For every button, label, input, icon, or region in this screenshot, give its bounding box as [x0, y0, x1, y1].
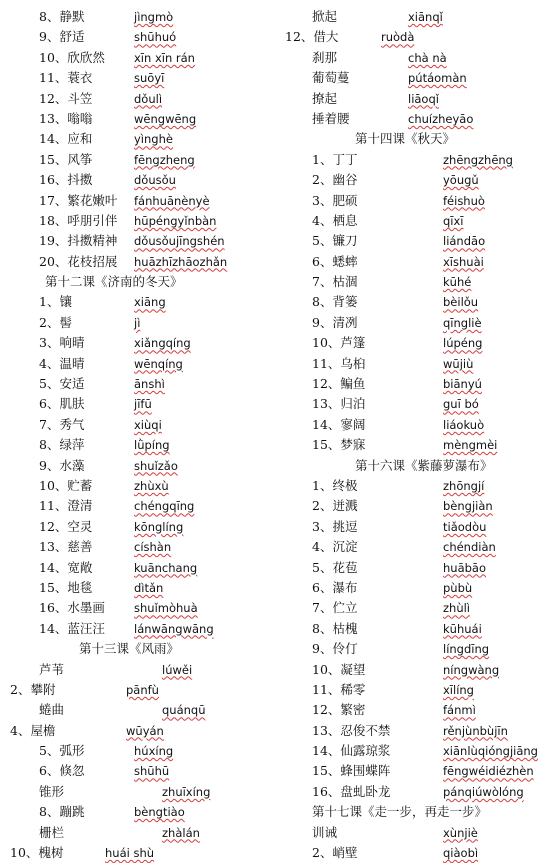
vocab-row	[285, 333, 538, 353]
vocab-row	[285, 354, 538, 374]
word-pinyin: jì	[134, 315, 141, 330]
lesson-heading	[285, 129, 538, 149]
word-pinyin: ānshì	[134, 377, 165, 392]
vocab-row	[0, 782, 290, 802]
word-pinyin: zhàlán	[162, 825, 200, 840]
word-pinyin: hūpéngyǐnbàn	[134, 213, 217, 228]
vocab-row	[0, 456, 290, 476]
word-hanzi: 17、繁花嫩叶	[39, 192, 118, 208]
vocab-row	[0, 68, 290, 88]
word-pinyin: fēngwéidiézhèn	[443, 764, 534, 779]
vocab-row	[0, 129, 290, 149]
vocab-row	[285, 496, 538, 516]
word-pinyin: wēnqíng	[134, 356, 183, 371]
word-pinyin: xiǎngqíng	[134, 336, 191, 351]
vocab-row	[285, 415, 538, 435]
vocab-row	[285, 721, 538, 741]
vocab-row	[285, 741, 538, 761]
vocab-row	[285, 211, 538, 231]
word-hanzi: 葡萄蔓	[312, 70, 350, 86]
word-pinyin: jìngmò	[134, 10, 174, 24]
vocab-row	[0, 517, 290, 537]
word-hanzi: 1、终极	[312, 477, 358, 493]
word-pinyin: féishuò	[443, 193, 485, 208]
word-hanzi: 8、枯槐	[312, 620, 358, 636]
word-pinyin: suōyī	[134, 71, 165, 86]
vocab-row	[285, 476, 538, 496]
word-pinyin: xiānqǐ	[408, 10, 443, 24]
word-hanzi: 9、伶仃	[312, 641, 358, 657]
word-pinyin: guī bó	[443, 397, 479, 412]
word-pinyin: qiàobì	[443, 846, 479, 861]
lesson-title: 第十二课《济南的冬天》	[45, 274, 183, 290]
lesson-heading	[0, 639, 290, 659]
word-pinyin: kōnglíng	[134, 519, 184, 534]
word-hanzi: 11、乌桕	[312, 355, 366, 371]
vocab-row	[0, 211, 290, 231]
word-pinyin: kūhé	[443, 275, 472, 290]
word-pinyin: shuǐmòhuà	[134, 601, 198, 616]
word-pinyin: xīshuài	[443, 254, 484, 269]
word-hanzi: 8、绿萍	[39, 437, 85, 453]
word-hanzi: 6、倏忽	[39, 763, 85, 779]
word-hanzi: 3、挑逗	[312, 518, 358, 534]
word-pinyin: yōugǔ	[443, 173, 479, 188]
vocab-row	[0, 48, 290, 68]
vocab-row	[0, 476, 290, 496]
word-pinyin: lúpéng	[443, 336, 483, 351]
vocab-row	[285, 313, 538, 333]
vocab-column-right	[285, 7, 538, 863]
word-hanzi: 11、澄清	[39, 498, 93, 514]
vocab-row	[0, 578, 290, 598]
lesson-title: 第十三课《风雨》	[79, 641, 180, 657]
word-pinyin: bèngjiàn	[443, 499, 493, 514]
word-pinyin: mèngmèi	[443, 438, 498, 453]
vocab-row	[285, 843, 538, 863]
word-pinyin: wūyán	[126, 723, 164, 738]
vocab-row	[0, 761, 290, 781]
vocab-row	[0, 537, 290, 557]
vocab-row	[285, 435, 538, 455]
word-hanzi: 6、瀑布	[312, 579, 358, 595]
word-pinyin: xīlíng	[443, 682, 474, 697]
word-hanzi: 2、迸溅	[312, 498, 358, 514]
word-hanzi: 4、温晴	[39, 355, 85, 371]
word-pinyin: dǒusǒu	[134, 173, 176, 188]
word-hanzi: 11、蓑衣	[39, 70, 93, 86]
word-pinyin: huái shù	[105, 846, 155, 861]
vocab-row	[285, 292, 538, 312]
vocab-row	[285, 68, 538, 88]
word-hanzi: 18、呼朋引伴	[39, 212, 118, 228]
word-pinyin: kuānchang	[134, 560, 198, 575]
word-pinyin: chà nà	[408, 50, 447, 65]
word-pinyin: lǜpíng	[134, 438, 170, 453]
word-pinyin: zhùlì	[443, 601, 471, 616]
word-hanzi: 4、屋檐	[10, 722, 56, 738]
vocab-row	[285, 150, 538, 170]
word-hanzi: 5、镰刀	[312, 233, 358, 249]
word-pinyin: huāzhīzhāozhǎn	[134, 254, 228, 269]
word-hanzi: 11、稀零	[312, 681, 366, 697]
word-hanzi: 20、花枝招展	[39, 253, 118, 269]
vocab-row	[0, 680, 290, 700]
vocab-row	[0, 700, 290, 720]
word-hanzi: 13、慈善	[39, 539, 93, 555]
word-hanzi: 7、秀气	[39, 416, 85, 432]
vocab-row	[0, 231, 290, 251]
vocab-row	[0, 823, 290, 843]
word-hanzi: 2、髻	[39, 314, 72, 330]
word-hanzi: 16、水墨画	[39, 600, 105, 616]
word-hanzi: 1、丁丁	[312, 151, 358, 167]
word-hanzi: 13、忍俊不禁	[312, 722, 391, 738]
word-hanzi: 锥形	[39, 783, 65, 799]
word-hanzi: 8、蹦跳	[39, 804, 85, 820]
lesson-title: 第十七课《走一步，再走一步》	[312, 804, 488, 820]
word-hanzi: 6、肌肤	[39, 396, 85, 412]
vocab-row	[285, 170, 538, 190]
vocab-row	[285, 598, 538, 618]
vocab-row	[0, 721, 290, 741]
vocab-row	[285, 782, 538, 802]
word-hanzi: 15、梦寐	[312, 437, 366, 453]
word-hanzi: 14、应和	[39, 131, 93, 147]
word-hanzi: 5、花苞	[312, 559, 358, 575]
vocab-row	[285, 27, 538, 47]
word-pinyin: dìtǎn	[134, 580, 164, 595]
word-pinyin: chéngqīng	[134, 499, 195, 514]
word-pinyin: fánhuānènyè	[134, 193, 210, 208]
word-pinyin: dǒulì	[134, 91, 163, 106]
lesson-title: 第十六课《紫藤萝瀑布》	[355, 457, 493, 473]
word-hanzi: 9、舒适	[39, 29, 85, 45]
word-pinyin: chuízheyāo	[408, 111, 474, 126]
vocab-row	[0, 333, 290, 353]
word-hanzi: 5、安适	[39, 376, 85, 392]
word-hanzi: 2、幽谷	[312, 172, 358, 188]
vocab-row	[0, 802, 290, 822]
vocab-row	[0, 191, 290, 211]
word-hanzi: 5、弧形	[39, 743, 85, 759]
word-pinyin: shuǐzǎo	[134, 458, 178, 473]
word-hanzi: 1、镶	[39, 294, 72, 310]
vocab-row	[0, 313, 290, 333]
word-hanzi: 15、风筝	[39, 151, 93, 167]
vocab-row	[285, 680, 538, 700]
word-pinyin: zhùxù	[134, 478, 169, 493]
vocab-row	[0, 660, 290, 680]
vocab-row	[285, 660, 538, 680]
word-hanzi: 9、水藻	[39, 457, 85, 473]
word-hanzi: 8、静默	[39, 9, 85, 24]
word-hanzi: 12、空灵	[39, 518, 93, 534]
vocab-row	[0, 394, 290, 414]
word-pinyin: shūhuó	[134, 30, 177, 45]
word-pinyin: kūhuái	[443, 621, 482, 636]
vocab-row	[285, 191, 538, 211]
vocab-row	[0, 598, 290, 618]
word-hanzi: 栅栏	[39, 824, 65, 840]
word-hanzi: 15、蜂围蝶阵	[312, 763, 391, 779]
word-hanzi: 4、沉淀	[312, 539, 358, 555]
word-pinyin: biānyú	[443, 377, 482, 392]
word-pinyin: lúwěi	[162, 662, 193, 677]
vocab-row	[0, 89, 290, 109]
vocab-row	[0, 109, 290, 129]
vocab-row	[0, 843, 290, 863]
word-pinyin: língdīng	[443, 642, 490, 657]
vocab-row	[285, 619, 538, 639]
word-hanzi: 掀起	[312, 9, 338, 24]
vocab-column-left	[0, 7, 290, 863]
word-pinyin: císhàn	[134, 540, 172, 555]
word-pinyin: bèilǒu	[443, 295, 479, 310]
word-hanzi: 14、仙露琼浆	[312, 743, 391, 759]
word-pinyin: liāoqǐ	[408, 91, 439, 106]
vocab-row	[285, 252, 538, 272]
word-hanzi: 10、槐树	[10, 845, 64, 861]
vocab-row	[0, 496, 290, 516]
vocab-row	[285, 639, 538, 659]
word-pinyin: fēngzheng	[134, 152, 195, 167]
word-pinyin: xīn xīn rán	[134, 50, 195, 65]
word-pinyin: rěnjùnbùjīn	[443, 723, 508, 738]
vocab-row	[285, 89, 538, 109]
word-pinyin: zhōngjí	[443, 478, 485, 493]
word-pinyin: zhēngzhēng	[443, 152, 513, 167]
vocab-row	[285, 231, 538, 251]
lesson-heading	[285, 802, 538, 822]
word-pinyin: yìnghè	[134, 132, 173, 147]
word-hanzi: 4、栖息	[312, 212, 358, 228]
vocab-row	[285, 558, 538, 578]
vocab-row	[0, 150, 290, 170]
word-pinyin: xiānlùqióngjiāng	[443, 744, 538, 759]
word-hanzi: 15、地毯	[39, 579, 93, 595]
word-hanzi: 蜷曲	[39, 702, 65, 718]
vocab-row	[0, 415, 290, 435]
word-pinyin: dǒusǒujīngshén	[134, 234, 225, 249]
vocab-row	[0, 435, 290, 455]
vocab-row	[285, 823, 538, 843]
word-hanzi: 12、鳊鱼	[312, 376, 366, 392]
vocab-row	[0, 354, 290, 374]
word-hanzi: 10、贮蓄	[39, 477, 93, 493]
vocab-row	[0, 619, 290, 639]
lesson-heading	[285, 456, 538, 476]
word-hanzi: 14、宽敞	[39, 559, 93, 575]
vocab-row	[0, 558, 290, 578]
word-hanzi: 10、凝望	[312, 661, 366, 677]
word-pinyin: tiǎodòu	[443, 519, 487, 534]
word-pinyin: wūjiù	[443, 356, 474, 371]
word-hanzi: 12、借大	[285, 29, 339, 45]
vocab-row	[0, 374, 290, 394]
vocab-row	[285, 109, 538, 129]
word-hanzi: 14、寥阔	[312, 416, 366, 432]
word-pinyin: pānfù	[126, 682, 159, 697]
word-pinyin: húxíng	[134, 744, 174, 759]
vocab-row	[285, 517, 538, 537]
word-pinyin: liáokuò	[443, 417, 485, 432]
word-hanzi: 刹那	[312, 49, 338, 65]
word-pinyin: pánqiúwòlóng	[443, 784, 524, 799]
word-pinyin: xiùqi	[134, 417, 162, 432]
word-pinyin: fánmì	[443, 703, 476, 718]
word-hanzi: 2、攀附	[10, 681, 56, 697]
word-hanzi: 7、枯涸	[312, 274, 358, 290]
lesson-title: 第十四课《秋天》	[355, 131, 456, 147]
word-hanzi: 3、响晴	[39, 335, 85, 351]
word-hanzi: 6、蟋蟀	[312, 253, 358, 269]
word-hanzi: 训诫	[312, 824, 338, 840]
word-pinyin: chéndiàn	[443, 540, 496, 555]
word-pinyin: qīngliè	[443, 315, 482, 330]
word-hanzi: 12、斗笠	[39, 90, 93, 106]
word-pinyin: zhuīxíng	[162, 784, 211, 799]
word-pinyin: ruòdà	[381, 30, 415, 45]
word-hanzi: 19、抖擞精神	[39, 233, 118, 249]
word-hanzi: 芦苇	[39, 661, 65, 677]
word-hanzi: 16、抖擞	[39, 172, 93, 188]
vocab-row	[285, 394, 538, 414]
vocab-row	[285, 7, 538, 27]
vocab-row	[0, 252, 290, 272]
vocab-row	[285, 48, 538, 68]
vocab-row	[285, 272, 538, 292]
word-hanzi: 捶着腰	[312, 110, 350, 126]
word-pinyin: bèngtiào	[134, 805, 185, 820]
vocab-row	[0, 741, 290, 761]
vocab-row	[0, 170, 290, 190]
vocab-row	[0, 27, 290, 47]
vocab-row	[0, 292, 290, 312]
word-pinyin: liándāo	[443, 234, 486, 249]
word-pinyin: xùnjiè	[443, 825, 478, 840]
vocab-row	[285, 537, 538, 557]
word-pinyin: huābāo	[443, 560, 487, 575]
word-hanzi: 10、欣欣然	[39, 49, 105, 65]
word-pinyin: jīfū	[134, 397, 152, 412]
vocab-row	[0, 7, 290, 27]
word-pinyin: qīxī	[443, 213, 464, 228]
word-hanzi: 8、背篓	[312, 294, 358, 310]
word-hanzi: 13、嗡嗡	[39, 110, 93, 126]
vocab-row	[285, 374, 538, 394]
word-pinyin: níngwàng	[443, 662, 500, 677]
word-pinyin: xiāng	[134, 295, 166, 310]
word-hanzi: 3、肥硕	[312, 192, 358, 208]
word-hanzi: 2、峭壁	[312, 845, 358, 861]
word-hanzi: 13、归泊	[312, 396, 366, 412]
word-hanzi: 9、清冽	[312, 314, 358, 330]
vocab-row	[285, 761, 538, 781]
word-pinyin: quánqū	[162, 703, 206, 718]
word-pinyin: pùbù	[443, 580, 473, 595]
word-hanzi: 16、盘虬卧龙	[312, 783, 391, 799]
vocab-row	[285, 578, 538, 598]
word-hanzi: 10、芦篷	[312, 335, 366, 351]
lesson-heading	[0, 272, 290, 292]
word-pinyin: pútáomàn	[408, 71, 467, 86]
word-pinyin: shūhū	[134, 764, 170, 779]
word-hanzi: 12、繁密	[312, 702, 366, 718]
vocab-row	[285, 700, 538, 720]
word-hanzi: 7、伫立	[312, 600, 358, 616]
word-hanzi: 14、蓝汪汪	[39, 620, 105, 636]
word-pinyin: lánwāngwāng	[134, 621, 214, 636]
word-pinyin: wēngwēng	[134, 111, 197, 126]
word-hanzi: 撩起	[312, 90, 338, 106]
